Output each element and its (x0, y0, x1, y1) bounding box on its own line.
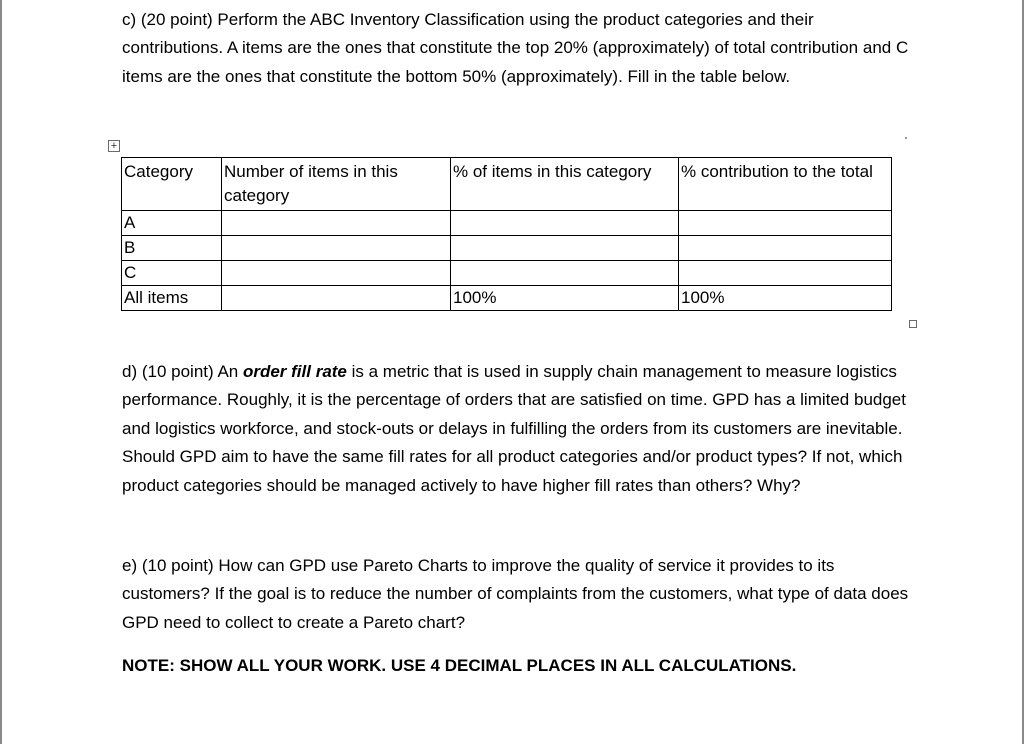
order-fill-rate-emphasis: order fill rate (242, 362, 347, 381)
header-percent-contribution[interactable]: % contribution to the total (679, 158, 892, 211)
part-d-prefix: d) (10 point) An (122, 362, 243, 381)
table-resize-handle-icon[interactable] (909, 320, 917, 328)
table-cell[interactable] (679, 261, 892, 286)
decorative-dot (905, 137, 907, 139)
table-cell[interactable]: B (122, 236, 222, 261)
table-cell[interactable]: C (122, 261, 222, 286)
table-cell[interactable]: All items (122, 286, 222, 311)
table-cell[interactable] (679, 211, 892, 236)
table-cell[interactable]: A (122, 211, 222, 236)
table-cell[interactable]: 100% (451, 286, 679, 311)
table-cell[interactable] (679, 236, 892, 261)
table-move-handle-icon[interactable]: + (108, 140, 120, 152)
table-row (122, 236, 892, 261)
note-paragraph: NOTE: SHOW ALL YOUR WORK. USE 4 DECIMAL PLACES IN ALL CALCULATIONS. (122, 656, 797, 675)
table-cell[interactable]: 100% (679, 286, 892, 311)
part-d-paragraph (122, 358, 912, 500)
table-row (122, 286, 892, 311)
table-cell[interactable] (451, 236, 679, 261)
table-cell[interactable] (451, 261, 679, 286)
table-cell[interactable] (222, 261, 451, 286)
table-cell[interactable] (222, 236, 451, 261)
table-row (122, 261, 892, 286)
abc-classification-table (121, 157, 892, 311)
part-c-paragraph: c) (20 point) Perform the ABC Inventory Classification using the product categories and their contributions. A items are the ones that constitute the top 20% (approximately) of total contribution and C items are the ones that constitute the bottom 50% (approximately). Fill in the table below. (122, 10, 909, 86)
table-row (122, 211, 892, 236)
header-number-of-items[interactable]: Number of items in this category (222, 158, 451, 211)
table-cell[interactable] (222, 286, 451, 311)
header-category[interactable]: Category (122, 158, 222, 211)
table-cell[interactable] (451, 211, 679, 236)
header-percent-of-items[interactable]: % of items in this category (451, 158, 679, 211)
part-d-suffix: is a metric that is used in supply chain management to measure logistics performance. Roughly, it is the percentage of orders that are satisfied on time. GPD has a limited budget and logistics workforce, and stock-outs or delays in fulfilling the orders from its customers are inevitable. Should GPD aim to have the same fill rates for all product categories and/or product types? If not, which product categories should be managed actively to have higher fill rates than others? Why? (122, 362, 906, 495)
part-e-paragraph: e) (10 point) How can GPD use Pareto Charts to improve the quality of service it provides to its customers? If the goal is to reduce the number of complaints from the customers, what type of data does GPD need to collect to create a Pareto chart? (122, 556, 909, 632)
table-cell[interactable] (222, 211, 451, 236)
table-header-row (122, 158, 892, 211)
page-left-edge (0, 0, 2, 744)
